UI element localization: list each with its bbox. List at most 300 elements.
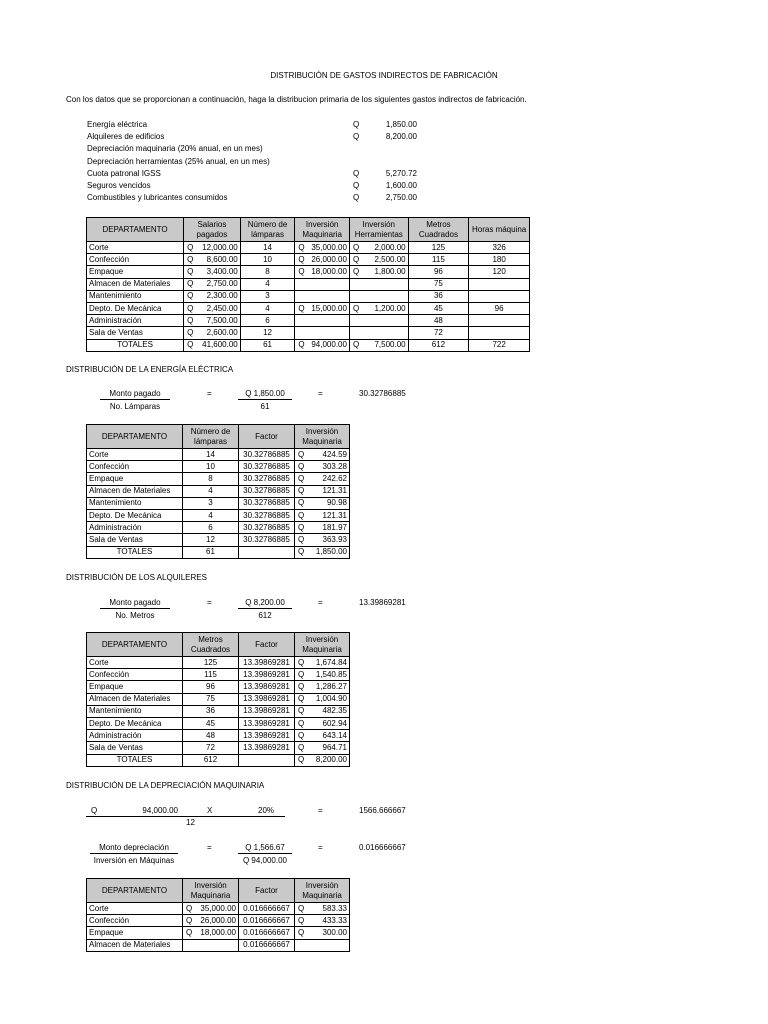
value-cell: 36 (408, 290, 469, 302)
column-header: DEPARTAMENTO (87, 425, 183, 449)
column-header: Inversión Maquinaria (183, 879, 239, 903)
expense-item (87, 120, 417, 132)
value-cell: 120 (469, 266, 530, 278)
currency-symbol: Q (187, 279, 194, 289)
amount-value: 583.33 (322, 903, 347, 913)
value-cell: 61 (240, 339, 295, 351)
currency-symbol: Q (187, 242, 194, 252)
department-name: Depto. De Mecánica (87, 717, 183, 729)
amount-value: 964.71 (322, 742, 347, 752)
totals-row (87, 546, 350, 558)
money-cell (349, 278, 408, 290)
amount-value: 2,600.00 (206, 327, 238, 337)
table-row (87, 461, 350, 473)
amount-value: 2,750.00 (206, 279, 238, 289)
department-name: Mantenimiento (87, 290, 184, 302)
amount-value: 90.98 (326, 498, 347, 508)
currency-symbol: Q (353, 120, 360, 129)
expense-item (87, 132, 417, 144)
factor-cell: 0.016666667 (239, 939, 295, 951)
alquileres-numerator-label: Monto pagado (100, 598, 170, 609)
currency-symbol: Q (298, 706, 305, 716)
currency-symbol: Q (298, 254, 305, 264)
money-cell (349, 315, 408, 327)
factor-cell: 30.32786885 (239, 461, 295, 473)
currency-symbol: Q (298, 927, 305, 937)
column-header: Inversión Maquinaria (295, 425, 350, 449)
alquileres-equals-1: = (207, 598, 212, 607)
factor-cell: 13.39869281 (239, 669, 295, 681)
value-cell: 3 (183, 497, 239, 509)
currency-symbol: Q (298, 730, 305, 740)
factor-cell: 30.32786885 (239, 473, 295, 485)
currency-symbol: Q (298, 461, 305, 471)
amount-value: 7,500.00 (206, 315, 238, 325)
depreciacion-factor-result: 0.016666667 (359, 843, 406, 852)
table-row (87, 266, 530, 278)
value-cell: 12 (240, 327, 295, 339)
department-name: Almacen de Materiales (87, 485, 183, 497)
currency-symbol: Q (298, 657, 305, 667)
money-cell (295, 339, 350, 351)
factor-cell: 0.016666667 (239, 915, 295, 927)
table-row (87, 927, 350, 939)
value-cell: 612 (408, 339, 469, 351)
money-cell (295, 742, 350, 754)
table-row (87, 730, 350, 742)
amount-value: 41,600.00 (202, 340, 238, 350)
amount-value: 7,500.00 (374, 340, 406, 350)
table-row (87, 485, 350, 497)
amount-value: 181.97 (322, 522, 347, 532)
depreciacion-denominator-value: Q 94,000.00 (242, 856, 288, 865)
depreciacion-calc-result: 1566.666667 (359, 806, 406, 815)
amount-value: 3,400.00 (206, 266, 238, 276)
money-cell (184, 242, 241, 254)
table-row (87, 473, 350, 485)
table-row (87, 290, 530, 302)
money-cell (295, 449, 350, 461)
value-cell: 72 (408, 327, 469, 339)
energia-denominator-label: No. Lámparas (109, 402, 161, 411)
value-cell (469, 327, 530, 339)
currency-symbol: Q (298, 903, 305, 913)
amount-value: 26,000.00 (200, 915, 236, 925)
value-cell: 10 (183, 461, 239, 473)
money-cell (349, 302, 408, 314)
amount-value: 94,000.00 (311, 340, 347, 350)
column-header: DEPARTAMENTO (87, 633, 183, 657)
factor-cell: 30.32786885 (239, 522, 295, 534)
depreciacion-calc-amount: 94,000.00 (142, 806, 178, 815)
column-header: Factor (239, 633, 295, 657)
currency-symbol: Q (187, 315, 194, 325)
currency-symbol: Q (298, 340, 305, 350)
expense-amount: 1,600.00 (385, 180, 417, 190)
department-name: Corte (87, 903, 183, 915)
factor-cell: 13.39869281 (239, 657, 295, 669)
factor-cell: 30.32786885 (239, 534, 295, 546)
amount-value: 1,674.84 (315, 657, 347, 667)
column-header: DEPARTAMENTO (87, 879, 183, 903)
currency-symbol: Q (186, 915, 193, 925)
expense-amount: 2,750.00 (385, 193, 417, 203)
amount-value: 602.94 (322, 718, 347, 728)
currency-symbol: Q (298, 449, 305, 459)
currency-symbol: Q (353, 193, 360, 203)
amount-value: 363.93 (322, 534, 347, 544)
amount-value: 1,800.00 (374, 266, 406, 276)
currency-symbol: Q (187, 327, 194, 337)
value-cell: 722 (469, 339, 530, 351)
value-cell: 8 (183, 473, 239, 485)
alquileres-equals-2: = (318, 598, 323, 607)
table-row (87, 315, 530, 327)
expense-label: Cuota patronal IGSS (87, 168, 161, 178)
factor-cell: 30.32786885 (239, 485, 295, 497)
amount-value: 300.00 (322, 927, 347, 937)
value-cell: 6 (240, 315, 295, 327)
currency-symbol: Q (298, 742, 305, 752)
money-cell (349, 327, 408, 339)
factor-cell: 0.016666667 (239, 927, 295, 939)
main-data-table (86, 217, 530, 352)
department-name: Empaque (87, 681, 183, 693)
department-name: Sala de Ventas (87, 534, 183, 546)
value-cell: 61 (183, 546, 239, 558)
value-cell: 4 (183, 509, 239, 521)
department-name: TOTALES (87, 754, 183, 766)
department-name: Empaque (87, 266, 184, 278)
depreciacion-heading: DISTRIBUCIÓN DE LA DEPRECIACIÓN MAQUINARIA (66, 781, 265, 790)
alquileres-denominator-label: No. Metros (115, 611, 155, 620)
amount-value: 12,000.00 (202, 242, 238, 252)
amount-value: 433.33 (322, 915, 347, 925)
table-row (87, 669, 350, 681)
money-cell (295, 242, 350, 254)
value-cell: 180 (469, 254, 530, 266)
factor-cell: 0.016666667 (239, 903, 295, 915)
currency-symbol: Q (352, 254, 360, 264)
table-row (87, 327, 530, 339)
money-cell (183, 939, 239, 951)
amount-value: 1,850.00 (315, 547, 347, 557)
currency-symbol: Q (187, 303, 194, 313)
value-cell: 8 (240, 266, 295, 278)
column-header: DEPARTAMENTO (87, 218, 184, 242)
money-cell (295, 939, 350, 951)
value-cell: 14 (240, 242, 295, 254)
money-cell (295, 290, 350, 302)
table-row (87, 522, 350, 534)
depreciacion-numerator-value: Q 1,566.67 (238, 843, 292, 854)
factor-cell: 13.39869281 (239, 742, 295, 754)
currency-symbol: Q (186, 903, 193, 913)
intro-text: Con los datos que se proporcionan a continuación, haga la distribucion primaria de los siguientes gastos indirectos de fabricación. (66, 95, 527, 104)
amount-value: 8,200.00 (315, 755, 347, 765)
column-header: Factor (239, 879, 295, 903)
table-row (87, 657, 350, 669)
money-cell (184, 315, 241, 327)
expense-items-list (87, 120, 417, 205)
amount-value: 303.28 (322, 461, 347, 471)
column-header: Metros Cuadrados (183, 633, 239, 657)
column-header: Número de lámparas (240, 218, 295, 242)
table-row (87, 742, 350, 754)
currency-symbol: Q (352, 266, 360, 276)
money-cell (349, 339, 408, 351)
amount-value: 8,600.00 (206, 254, 238, 264)
money-cell (184, 254, 241, 266)
depreciacion-equals-2: = (318, 843, 323, 852)
amount-value: 35,000.00 (200, 903, 236, 913)
money-cell (184, 339, 241, 351)
currency-symbol: Q (187, 291, 194, 301)
table-row (87, 509, 350, 521)
money-cell (295, 461, 350, 473)
currency-symbol: Q (298, 266, 305, 276)
depreciacion-calc-pct: 20% (258, 806, 275, 815)
department-name: Administración (87, 730, 183, 742)
currency-symbol: Q (353, 180, 360, 190)
amount-value: 2,500.00 (374, 254, 406, 264)
currency-symbol: Q (298, 718, 305, 728)
factor-cell: 13.39869281 (239, 717, 295, 729)
money-cell (183, 903, 239, 915)
value-cell: 3 (240, 290, 295, 302)
expense-label: Depreciación herramientas (25% anual, en un mes) (87, 156, 270, 166)
amount-value: 18,000.00 (200, 927, 236, 937)
value-cell: 45 (408, 302, 469, 314)
department-name: Administración (87, 315, 184, 327)
factor-cell (239, 546, 295, 558)
amount-value: 1,286.27 (315, 681, 347, 691)
money-cell (295, 534, 350, 546)
column-header: Factor (239, 425, 295, 449)
money-cell (295, 717, 350, 729)
money-cell (295, 903, 350, 915)
amount-value: 1,200.00 (374, 303, 406, 313)
table-row (87, 497, 350, 509)
money-cell (295, 669, 350, 681)
table-row (87, 449, 350, 461)
table-row (87, 915, 350, 927)
money-cell (184, 327, 241, 339)
amount-value: 26,000.00 (311, 254, 347, 264)
amount-value: 15,000.00 (311, 303, 347, 313)
department-name: Almacen de Materiales (87, 939, 183, 951)
money-cell (295, 485, 350, 497)
money-cell (295, 927, 350, 939)
currency-symbol: Q (187, 340, 194, 350)
depreciacion-calc-x: X (207, 806, 213, 815)
table-row (87, 705, 350, 717)
money-cell (295, 302, 350, 314)
amount-value: 242.62 (322, 473, 347, 483)
value-cell (469, 315, 530, 327)
value-cell: 72 (183, 742, 239, 754)
expense-item (87, 181, 417, 193)
energia-equals-2: = (318, 389, 323, 398)
depreciacion-calc-line (86, 806, 285, 817)
value-cell: 612 (183, 754, 239, 766)
column-header: Metros Cuadrados (408, 218, 469, 242)
expense-item (87, 169, 417, 181)
value-cell: 96 (183, 681, 239, 693)
column-header: Salarios pagados (184, 218, 241, 242)
expense-item (87, 193, 417, 205)
factor-cell: 13.39869281 (239, 705, 295, 717)
value-cell (469, 278, 530, 290)
value-cell: 48 (183, 730, 239, 742)
currency-symbol: Q (298, 473, 305, 483)
money-cell (295, 681, 350, 693)
value-cell: 115 (408, 254, 469, 266)
money-cell (183, 927, 239, 939)
currency-symbol: Q (353, 132, 360, 142)
expense-label: Depreciación maquinaria (20% anual, en un mes) (87, 144, 263, 154)
amount-value: 2,300.00 (206, 291, 238, 301)
money-cell (184, 302, 241, 314)
currency-symbol: Q (298, 669, 305, 679)
expense-item (87, 144, 417, 156)
factor-cell: 13.39869281 (239, 693, 295, 705)
amount-value: 643.14 (322, 730, 347, 740)
currency-symbol: Q (298, 498, 305, 508)
expense-amount: 8,200.00 (385, 132, 417, 142)
money-cell (295, 657, 350, 669)
expense-label: Energía eléctrica (87, 120, 148, 129)
currency-symbol: Q (298, 242, 305, 252)
value-cell: 6 (183, 522, 239, 534)
table-row (87, 693, 350, 705)
money-cell (295, 254, 350, 266)
department-name: Corte (87, 657, 183, 669)
factor-cell: 30.32786885 (239, 509, 295, 521)
energia-factor-result: 30.32786885 (359, 389, 406, 398)
currency-symbol: Q (298, 486, 305, 496)
money-cell (349, 242, 408, 254)
alquileres-factor-result: 13.39869281 (359, 598, 406, 607)
depreciacion-table (86, 878, 350, 952)
department-name: TOTALES (87, 546, 183, 558)
factor-cell: 13.39869281 (239, 681, 295, 693)
currency-symbol: Q (298, 915, 305, 925)
money-cell (295, 327, 350, 339)
column-header: Inversión Maquinaria (295, 218, 350, 242)
money-cell (295, 509, 350, 521)
table-row (87, 681, 350, 693)
currency-symbol: Q (352, 340, 360, 350)
department-name: Sala de Ventas (87, 327, 184, 339)
alquileres-denominator-value: 612 (258, 611, 272, 620)
factor-cell: 13.39869281 (239, 730, 295, 742)
money-cell (183, 915, 239, 927)
table-row (87, 254, 530, 266)
value-cell (469, 290, 530, 302)
money-cell (349, 266, 408, 278)
alquileres-table (86, 632, 350, 767)
energia-table (86, 424, 350, 559)
column-header: Horas máquina (469, 218, 530, 242)
money-cell (295, 497, 350, 509)
value-cell: 48 (408, 315, 469, 327)
expense-label: Seguros vencidos (87, 180, 151, 190)
money-cell (295, 693, 350, 705)
amount-value: 2,450.00 (206, 303, 238, 313)
department-name: Empaque (87, 473, 183, 485)
currency-symbol: Q (298, 547, 305, 557)
department-name: Administración (87, 522, 183, 534)
expense-amount: 1,850.00 (385, 120, 417, 129)
department-name: Confección (87, 669, 183, 681)
value-cell: 75 (183, 693, 239, 705)
currency-symbol: Q (298, 522, 305, 532)
factor-cell (239, 754, 295, 766)
value-cell: 14 (183, 449, 239, 461)
energia-numerator-label: Monto pagado (100, 389, 170, 400)
money-cell (295, 278, 350, 290)
department-name: Empaque (87, 927, 183, 939)
value-cell: 115 (183, 669, 239, 681)
currency-symbol: Q (352, 303, 360, 313)
alquileres-heading: DISTRIBUCIÓN DE LOS ALQUILERES (66, 573, 207, 582)
money-cell (184, 266, 241, 278)
currency-symbol: Q (298, 303, 305, 313)
money-cell (295, 730, 350, 742)
amount-value: 482.35 (322, 706, 347, 716)
amount-value: 424.59 (322, 449, 347, 459)
depreciacion-calc-q: Q (91, 806, 98, 815)
energia-equals-1: = (207, 389, 212, 398)
amount-value: 1,540.85 (315, 669, 347, 679)
currency-symbol: Q (186, 927, 193, 937)
depreciacion-calc-equals: = (318, 806, 323, 815)
department-name: Almacen de Materiales (87, 278, 184, 290)
department-name: Almacen de Materiales (87, 693, 183, 705)
column-header: Inversión Maquinaria (295, 633, 350, 657)
money-cell (295, 522, 350, 534)
department-name: Confección (87, 461, 183, 473)
table-row (87, 717, 350, 729)
money-cell (295, 546, 350, 558)
energia-denominator-value: 61 (260, 402, 270, 411)
money-cell (295, 915, 350, 927)
energia-numerator-value: Q 1,850.00 (238, 389, 292, 400)
value-cell: 4 (240, 278, 295, 290)
currency-symbol: Q (298, 510, 305, 520)
table-row (87, 534, 350, 546)
table-row (87, 903, 350, 915)
column-header: Número de lámparas (183, 425, 239, 449)
table-row (87, 278, 530, 290)
expense-label: Alquileres de edificios (87, 132, 165, 142)
value-cell: 125 (183, 657, 239, 669)
money-cell (184, 278, 241, 290)
value-cell: 125 (408, 242, 469, 254)
value-cell: 12 (183, 534, 239, 546)
value-cell: 10 (240, 254, 295, 266)
amount-value: 1,004.90 (315, 694, 347, 704)
currency-symbol: Q (187, 254, 194, 264)
value-cell: 36 (183, 705, 239, 717)
value-cell: 96 (408, 266, 469, 278)
currency-symbol: Q (187, 266, 194, 276)
expense-amount: 5,270.72 (385, 168, 417, 178)
depreciacion-calc-divisor: 12 (186, 818, 195, 827)
expense-item (87, 157, 417, 169)
table-row (87, 242, 530, 254)
